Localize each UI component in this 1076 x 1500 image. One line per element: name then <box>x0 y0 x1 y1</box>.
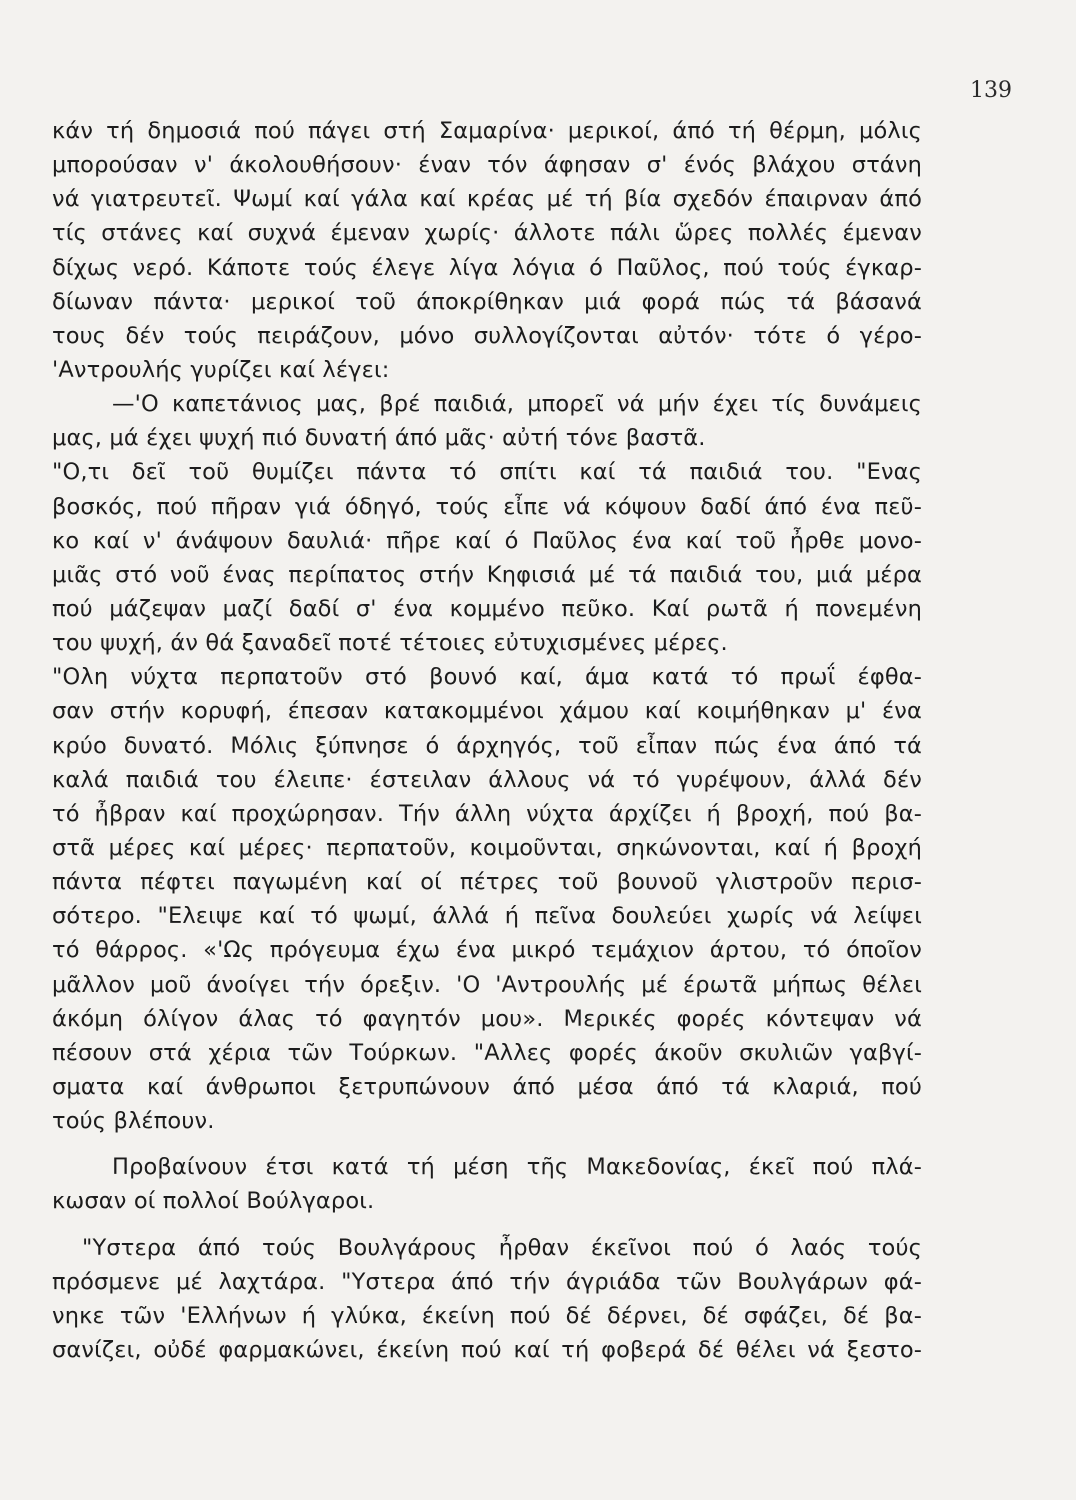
text-line: στᾶ μέρες καί μέρες· περπατοῦν, κοιμοῦνται, σηκώνονται, καί ή βροχή <box>52 834 922 861</box>
text-line: τους δέν τούς πειράζουν, μόνο συλλογίζονται αὐτόν· τότε ό γέρο- <box>52 322 922 349</box>
page-number: 139 <box>970 78 1012 103</box>
text-line: "Υστερα άπό τούς Βουλγάρους ἦρθαν έκεῖνοι πού ό λαός τούς <box>82 1234 922 1261</box>
text-line: πέσουν στά χέρια τῶν Τούρκων. "Αλλες φορές άκοῦν σκυλιῶν γαβγί- <box>52 1039 922 1066</box>
text-line: σότερο. "Ελειψε καί τό ψωμί, άλλά ή πεῖνα δουλεύει χωρίς νά λείψει <box>52 903 922 930</box>
text-line: μιᾶς στό νοῦ ένας περίπατος στήν Κηφισιά μέ τά παιδιά του, μιά μέρα <box>52 561 922 588</box>
text-line: "Ολη νύχτα περπατοῦν στό βουνό καί, άμα κατά τό πρωΐ έφθα- <box>52 664 922 691</box>
text-line: πού μάζεψαν μαζί δαδί σ' ένα κομμένο πεῦκο. Καί ρωτᾶ ή πονεμένη <box>52 595 922 622</box>
text-line: κωσαν οί πολλοί Βούλγαροι. <box>52 1188 375 1215</box>
text-line: νά γιατρευτεῖ. Ψωμί καί γάλα καί κρέας μέ τή βία σχεδόν έπαιρναν άπό <box>52 186 922 213</box>
text-line: μπορούσαν ν' άκολουθήσουν· έναν τόν άφησαν σ' ένός βλάχου στάνη <box>52 152 922 179</box>
text-line: κάν τή δημοσιά πού πάγει στή Σαμαρίνα· μερικοί, άπό τή θέρμη, μόλις <box>52 118 922 144</box>
text-line: σματα καί άνθρωποι ξετρυπώνουν άπό μέσα άπό τά κλαριά, πού <box>52 1073 922 1100</box>
text-line: τό ἦβραν καί προχώρησαν. Τήν άλλη νύχτα άρχίζει ή βροχή, πού βα- <box>52 800 922 827</box>
text-line: μας, μά έχει ψυχή πιό δυνατή άπό μᾶς· αὐτή τόνε βαστᾶ. <box>52 425 706 452</box>
body-text <box>52 114 922 1367</box>
text-line: τούς βλέπουν. <box>52 1108 215 1135</box>
text-line: βοσκός, πού πῆραν γιά όδηγό, τούς εἶπε νά κόψουν δαδί άπό ένα πεῦ- <box>52 493 922 520</box>
text-line: δίχως νερό. Κάποτε τούς έλεγε λίγα λόγια ό Παῦλος, πού τούς έγκαρ- <box>52 254 922 281</box>
text-line: 'Αντρουλής γυρίζει καί λέγει: <box>52 356 390 383</box>
text-line: σανίζει, οὐδέ φαρμακώνει, έκείνη πού καί τή φοβερά δέ θέλει νά ξεστο- <box>52 1336 922 1363</box>
text-line: καλά παιδιά του έλειπε· έστειλαν άλλους νά τό γυρέψουν, άλλά δέν <box>52 766 922 793</box>
text-line: νηκε τῶν 'Ελλήνων ή γλύκα, έκείνη πού δέ δέρνει, δέ σφάζει, δέ βα- <box>52 1302 922 1329</box>
text-line: Προβαίνουν έτσι κατά τή μέση τῆς Μακεδονίας, έκεῖ πού πλά- <box>112 1154 922 1181</box>
text-line: κρύο δυνατό. Μόλις ξύπνησε ό άρχηγός, τοῦ εἶπαν πώς ένα άπό τά <box>52 732 922 759</box>
text-line: πρόσμενε μέ λαχτάρα. "Υστερα άπό τήν άγριάδα τῶν Βουλγάρων φά- <box>52 1268 922 1295</box>
text-line: τίς στάνες καί συχνά έμεναν χωρίς· άλλοτε πάλι ὥρες πολλές έμεναν <box>52 220 922 247</box>
text-line: τό θάρρος. «'Ως πρόγευμα έχω ένα μικρό τεμάχιον άρτου, τό όποῖον <box>52 937 922 964</box>
text-line: σαν στήν κορυφή, έπεσαν κατακομμένοι χάμου καί κοιμήθηκαν μ' ένα <box>52 698 922 725</box>
text-line: "Ο,τι δεῖ τοῦ θυμίζει πάντα τό σπίτι καί τά παιδιά του. "Ενας <box>52 459 922 486</box>
text-line: δίωναν πάντα· μερικοί τοῦ άποκρίθηκαν μιά φορά πώς τά βάσανά <box>52 288 922 315</box>
text-line: πάντα πέφτει παγωμένη καί οί πέτρες τοῦ βουνοῦ γλιστροῦν περισ- <box>52 869 922 896</box>
text-line: άκόμη όλίγον άλας τό φαγητόν μου». Μερικές φορές κόντεψαν νά <box>52 1005 922 1032</box>
text-line: του ψυχή, άν θά ξαναδεῖ ποτέ τέτοιες εὐτυχισμένες μέρες. <box>52 630 728 657</box>
text-line: κο καί ν' άνάψουν δαυλιά· πῆρε καί ό Παῦλος ένα καί τοῦ ἦρθε μονο- <box>52 527 922 554</box>
text-line: μᾶλλον μοῦ άνοίγει τήν όρεξιν. 'Ο 'Αντρουλής μέ έρωτᾶ μήπως θέλει <box>52 971 922 998</box>
text-line: —'Ο καπετάνιος μας, βρέ παιδιά, μπορεῖ νά μήν έχει τίς δυνάμεις <box>112 391 922 418</box>
